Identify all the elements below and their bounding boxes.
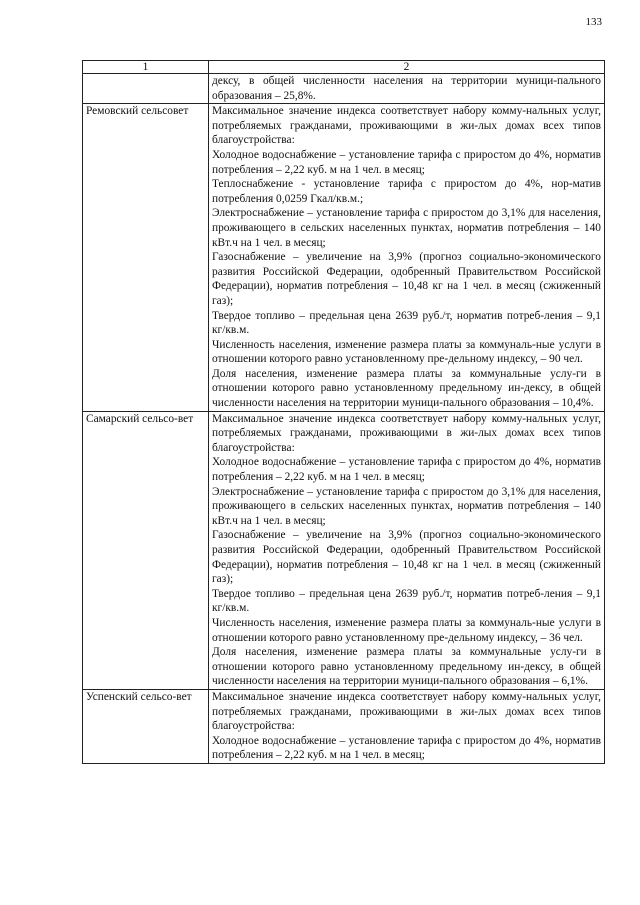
description-cell [209,689,605,763]
description-paragraph: Электроснабжение – установление тарифа с приростом до 3,1% для населения, проживающего в сельских населенных пунктах, норматив потребления – 140 кВт.ч на 1 чел. в месяц; [212,485,601,527]
description-paragraph: дексу, в общей численности населения на территории муници-пального образования – 25,8%. [212,75,601,102]
description-paragraph: Максимальное значение индекса соответствует набору комму-нальных услуг, потребляемых гражданами, проживающими в жи-лых домах всех типов благоустройства: [212,690,601,733]
description-paragraph: Холодное водоснабжение – установление тарифа с приростом до 4%, норматив потребления – 2,22 куб. м на 1 чел. в месяц; [212,456,601,484]
description-paragraph: Твердое топливо – предельная цена 2639 руб./т, норматив потреб-ления – 9,1 кг/кв.м. [212,309,601,337]
tariff-table [82,60,605,764]
description-paragraph: Холодное водоснабжение – установление тарифа с приростом до 4%, норматив потребления – 2,22 куб. м на 1 чел. в месяц; [212,148,601,176]
description-cell [209,411,605,689]
description-paragraph: Холодное водоснабжение – установление тарифа с приростом до 4%, норматив потребления – 2,22 куб. м на 1 чел. в месяц; [212,734,601,762]
description-paragraph: Доля населения, изменение размера платы за коммунальные услу-ги в отношении которого равно установленному предельному ин-дексу, в общей численности населения на территории муници-пального образования – 10,4%. [212,367,601,410]
municipality-name [83,74,209,104]
description-paragraph: Численность населения, изменение размера платы за коммуналь-ные услуги в отношении которого равно установленному пре-дельному индексу, – 36 чел. [212,616,601,644]
municipality-name: Ремовский сельсовет [83,104,209,411]
description-cell [209,104,605,411]
description-cell [209,74,605,104]
page-number: 133 [585,16,602,28]
column-header: 2 [209,61,605,74]
description-paragraph: Максимальное значение индекса соответствует набору комму-нальных услуг, потребляемых гражданами, проживающими в жи-лых домах всех типов благоустройства: [212,412,601,454]
table-row [83,74,605,104]
municipality-name: Успенский сельсо-вет [83,689,209,763]
description-paragraph: Теплоснабжение - установление тарифа с приростом до 4%, нор-матив потребления 0,0259 Гкал/кв.м.; [212,178,601,205]
description-paragraph: Газоснабжение – увеличение на 3,9% (прогноз социально-экономического развития Российской Федерации, одобренный Правительством Российской Федерации), норматив потребления – 10,48 кг на 1 чел. в месяц (сжиженный газ); [212,251,601,307]
municipality-name: Самарский сельсо-вет [83,411,209,689]
description-paragraph: Максимальное значение индекса соответствует набору комму-нальных услуг, потребляемых гражданами, проживающими в жи-лых домах всех типов благоустройства: [212,105,601,147]
description-paragraph: Доля населения, изменение размера платы за коммунальные услу-ги в отношении которого равно установленному предельному ин-дексу, в общей численности населения на территории муници-пального образования – 6,1%. [212,646,601,688]
table-row [83,104,605,411]
description-paragraph: Электроснабжение – установление тарифа с приростом до 3,1% для населения, проживающего в сельских населенных пунктах, норматив потребления – 140 кВт.ч на 1 чел. в месяц; [212,207,601,249]
column-header: 1 [83,61,209,74]
description-paragraph: Численность населения, изменение размера платы за коммуналь-ные услуги в отношении которого равно установленному пре-дельному индексу, – 90 чел. [212,338,601,366]
description-paragraph: Газоснабжение – увеличение на 3,9% (прогноз социально-экономического развития Российской Федерации, одобренный Правительством Российской Федерации), норматив потребления – 10,48 кг на 1 чел. в месяц (сжиженный газ); [212,529,601,586]
table-header-row [83,61,605,74]
table-row [83,689,605,763]
table-row [83,411,605,689]
description-paragraph: Твердое топливо – предельная цена 2639 руб./т, норматив потреб-ления – 9,1 кг/кв.м. [212,587,601,615]
